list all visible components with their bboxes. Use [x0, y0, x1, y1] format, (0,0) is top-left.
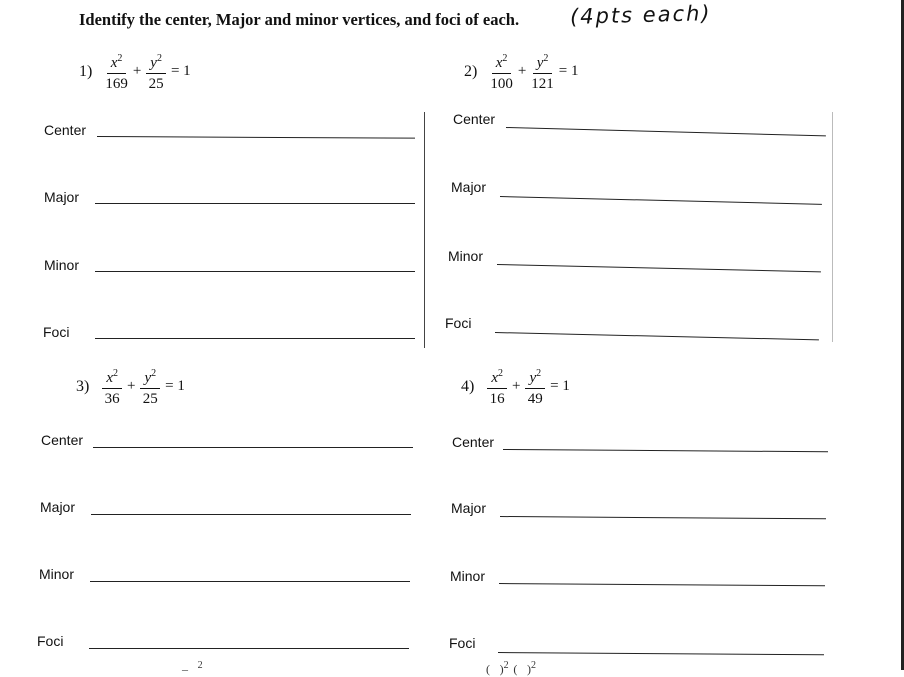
major-answer-line[interactable] — [91, 514, 411, 515]
center-label: Center — [41, 432, 84, 448]
equals-one: = 1 — [558, 63, 579, 79]
center-label: Center — [44, 122, 87, 138]
major-answer-line[interactable] — [95, 203, 415, 204]
y-term: $\frac{y^2}{25}$ — [140, 365, 160, 408]
scan-shadow-line — [832, 112, 833, 342]
x-denominator: 36 — [104, 391, 120, 407]
problem-2-equation: 2) $\frac{x^2}{100}$ + $\frac{y^2}{121}$ = 1 — [464, 50, 581, 93]
center-answer-line[interactable] — [93, 447, 413, 448]
major-label: Major — [451, 179, 487, 195]
center-answer-line[interactable] — [97, 136, 415, 139]
foci-answer-line[interactable] — [89, 648, 409, 649]
x-term: $\frac{x^2}{169}$ — [105, 50, 128, 93]
y-term: $\frac{y^2}{25}$ — [146, 50, 166, 93]
center-label: Center — [452, 434, 495, 450]
y-term: $\frac{y^2}{49}$ — [525, 365, 545, 408]
problem-4-equation: 4) $\frac{x^2}{16}$ + $\frac{y^2}{49}$ = 1 — [461, 365, 572, 408]
minor-label: Minor — [44, 257, 80, 273]
major-label: Major — [451, 500, 487, 516]
cutoff-equation-fragment: – $^2$ — [182, 660, 203, 676]
problem-3-equation: 3) $\frac{x^2}{36}$ + $\frac{y^2}{25}$ = 1 — [76, 365, 187, 408]
y-denominator: 25 — [148, 76, 164, 92]
problem-number: 4) — [461, 377, 475, 395]
minor-label: Minor — [39, 566, 75, 582]
major-label: Major — [44, 189, 80, 205]
foci-label: Foci — [445, 315, 472, 331]
foci-label: Foci — [37, 633, 64, 649]
major-label: Major — [40, 499, 76, 515]
x-term: $\frac{x^2}{16}$ — [487, 365, 507, 408]
minor-label: Minor — [448, 248, 484, 264]
problem-number: 2) — [464, 62, 478, 80]
worksheet-instructions: Identify the center, Major and minor vertices, and foci of each. — [79, 10, 520, 29]
foci-label: Foci — [43, 324, 70, 340]
equals-one: = 1 — [170, 63, 191, 79]
x-term: $\frac{x^2}{36}$ — [102, 365, 122, 408]
problem-number: 1) — [79, 62, 93, 80]
foci-answer-line[interactable] — [95, 338, 415, 339]
minor-label: Minor — [450, 568, 486, 584]
minor-answer-line[interactable] — [499, 583, 825, 586]
foci-answer-line[interactable] — [495, 332, 819, 340]
major-answer-line[interactable] — [500, 516, 826, 519]
center-label: Center — [453, 111, 496, 127]
center-answer-line[interactable] — [503, 449, 828, 452]
y-denominator: 25 — [142, 391, 158, 407]
y-term: $\frac{y^2}{121}$ — [531, 50, 554, 93]
x-denominator: 100 — [490, 76, 513, 92]
foci-answer-line[interactable] — [498, 652, 824, 655]
y-denominator: 121 — [531, 76, 554, 92]
problem-number: 3) — [76, 377, 90, 395]
column-divider — [424, 112, 425, 348]
major-answer-line[interactable] — [500, 196, 822, 205]
y-denominator: 49 — [527, 391, 543, 407]
equals-one: = 1 — [550, 378, 570, 394]
x-denominator: 16 — [489, 391, 505, 407]
minor-answer-line[interactable] — [497, 264, 821, 272]
problem-1-equation: 1) $\frac{x^2}{169}$ + $\frac{y^2}{25}$ = 1 — [79, 50, 193, 93]
handwritten-points-note: (4pts each) — [569, 1, 712, 29]
foci-label: Foci — [449, 635, 476, 651]
minor-answer-line[interactable] — [95, 271, 415, 272]
minor-answer-line[interactable] — [90, 581, 410, 582]
center-answer-line[interactable] — [506, 127, 826, 136]
cutoff-equation-fragment: ( )$^2$ ( )$^2$ — [486, 660, 537, 676]
x-denominator: 169 — [105, 76, 128, 92]
x-term: $\frac{x^2}{100}$ — [490, 50, 513, 93]
equals-one: = 1 — [165, 378, 185, 394]
